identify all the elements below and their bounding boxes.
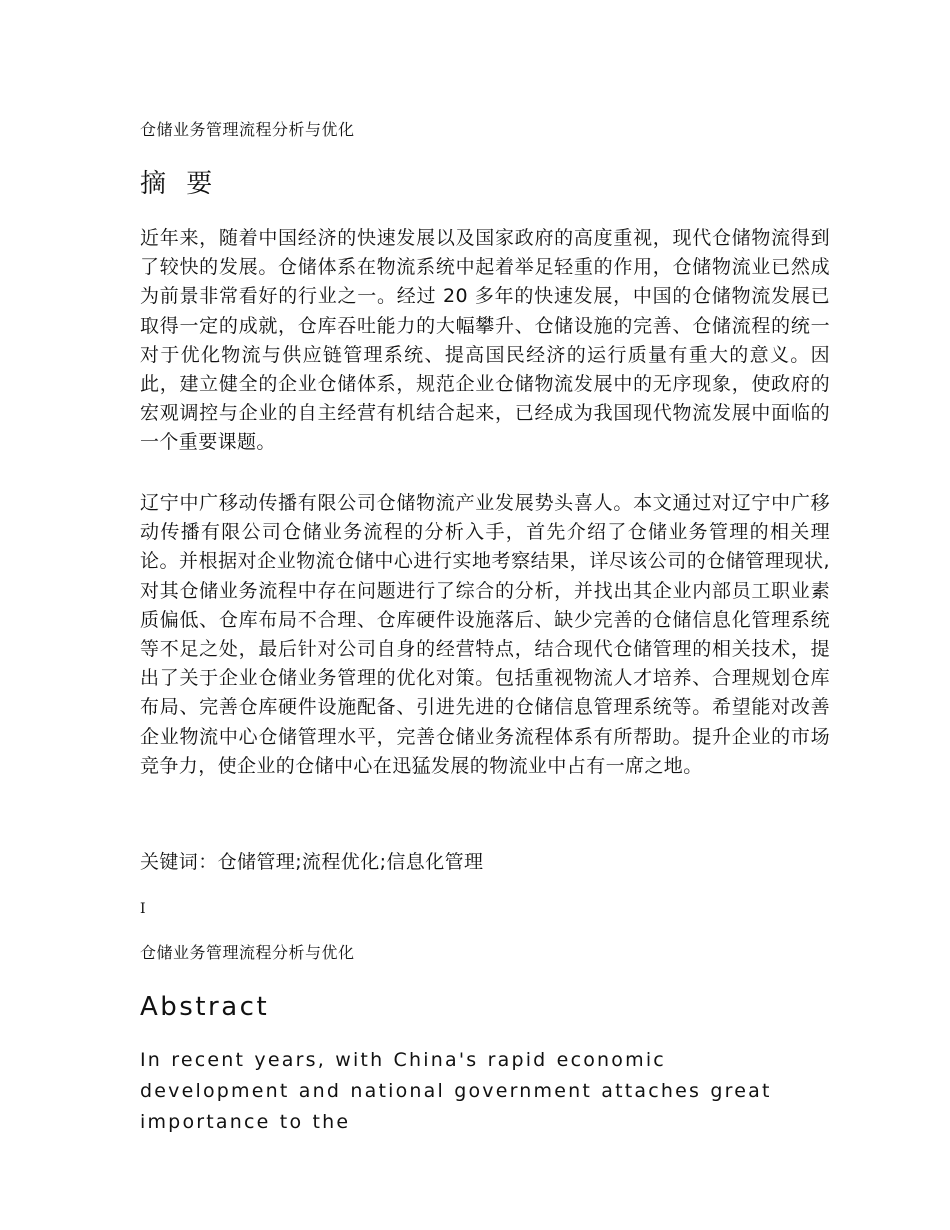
abstract-paragraph-2: 辽宁中广移动传播有限公司仓储物流产业发展势头喜人。本文通过对辽宁中广移动传播有限公司仓储业务流程的分析入手，首先介绍了仓储业务管理的相关理论。并根据对企业物流仓储中心进行实地考察结果，详尽该公司的仓储管理现状,对其仓储业务流程中存在问题进行了综合的分析，并找出其企业内部员工职业素质偏低、仓库布局不合理、仓库硬件设施落后、缺少完善的仓储信息化管理系统等不足之处，最后针对公司自身的经营特点，结合现代仓储管理的相关技术，提出了关于企业仓储业务管理的优化对策。包括重视物流人才培养、合理规划仓库布局、完善仓库硬件设施配备、引进先进的仓储信息管理系统等。希望能对改善企业物流中心仓储管理水平，完善仓储业务流程体系有所帮助。提升企业的市场竞争力，使企业的仓储中心在迅猛发展的物流业中占有一席之地。 bbox=[140, 492, 830, 777]
abstract-paragraph-1: 近年来，随着中国经济的快速发展以及国家政府的高度重视，现代仓储物流得到了较快的发展。仓储体系在物流系统中起着举足轻重的作用，仓储物流业已然成为前景非常看好的行业之一。经过 20 多年的快速发展，中国的仓储物流发展已取得一定的成就，仓库吞吐能力的大幅攀升、仓储设施的完善、仓储流程的统一对于优化物流与供应链管理系统、提高国民经济的运行质量有重大的意义。因此，建立健全的企业仓储体系，规范企业仓储物流发展中的无序现象，使政府的宏观调控与企业的自主经营有机结合起来，已经成为我国现代物流发展中面临的一个重要课题。 bbox=[140, 227, 830, 454]
abstract-heading-en: Abstract bbox=[140, 992, 270, 1022]
running-title-2: 仓储业务管理流程分析与优化 bbox=[140, 943, 355, 962]
running-title: 仓储业务管理流程分析与优化 bbox=[140, 120, 355, 139]
abstract-heading-cn: 摘 要 bbox=[140, 169, 219, 199]
abstract-en-paragraph-1: In recent years, with China's rapid economic development and national government attaches great importance to the bbox=[140, 1049, 772, 1133]
keywords-line: 关键词：仓储管理;流程优化;信息化管理 bbox=[140, 851, 484, 873]
page-number: I bbox=[140, 901, 146, 917]
